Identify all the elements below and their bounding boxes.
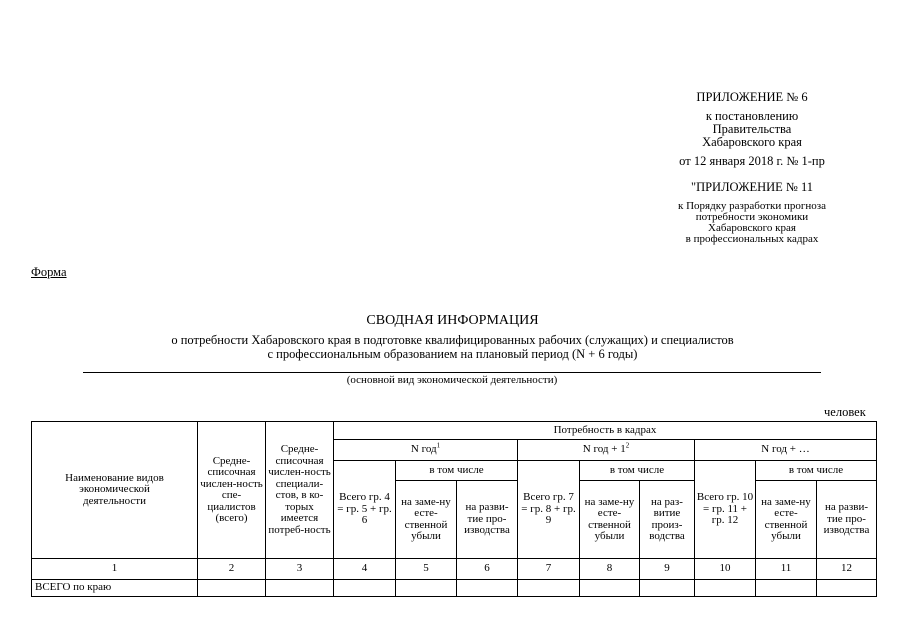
column-number-row — [32, 559, 877, 580]
column-number: 6 — [457, 559, 518, 580]
header-incl: в том числе — [580, 461, 695, 481]
header-year-1: N год$^1$ — [334, 440, 518, 461]
unit-label: человек — [824, 405, 866, 419]
appendix-line: Хабаровского края — [702, 135, 802, 149]
page-subtitle: с профессиональным образованием на плановый период (N + 6 годы) — [267, 347, 638, 361]
demand-table — [31, 421, 877, 597]
header-develop: на разви-тие про-изводства — [457, 481, 518, 559]
header-avg-count: Средне-списочная числен-ность спе-циалистов (всего) — [198, 422, 266, 559]
table-cell — [266, 580, 334, 597]
column-number: 9 — [640, 559, 695, 580]
header-replace: на заме-ну есте-ственной убыли — [756, 481, 817, 559]
inner-appendix-line: в профессиональных кадрах — [685, 233, 819, 245]
table-cell — [640, 580, 695, 597]
header-develop: на раз-витие произ-водства — [640, 481, 695, 559]
page-subtitle: о потребности Хабаровского края в подготовке квалифицированных рабочих (служащих) и специалистов — [171, 333, 734, 347]
column-number: 5 — [396, 559, 457, 580]
inner-appendix-line: к Порядку разработки прогноза — [678, 200, 826, 212]
appendix-line: Правительства — [712, 122, 792, 136]
header-incl: в том числе — [396, 461, 518, 481]
header-year-3: N год + … — [695, 440, 877, 461]
column-number: 3 — [266, 559, 334, 580]
appendix-title: ПРИЛОЖЕНИЕ № 6 — [696, 90, 808, 104]
page-title: СВОДНАЯ ИНФОРМАЦИЯ — [366, 313, 539, 328]
appendix-date: от 12 января 2018 г. № 1-пр — [679, 154, 825, 168]
header-activity: Наименование видов экономической деятельности — [32, 422, 198, 559]
table-cell — [457, 580, 518, 597]
table-row — [32, 580, 877, 597]
header-incl: в том числе — [756, 461, 877, 481]
column-number: 8 — [580, 559, 640, 580]
inner-appendix-title: "ПРИЛОЖЕНИЕ № 11 — [690, 180, 814, 194]
header-total-1: Всего гр. 4 = гр. 5 + гр. 6 — [334, 461, 396, 559]
table-cell — [334, 580, 396, 597]
column-number: 2 — [198, 559, 266, 580]
table-cell — [695, 580, 756, 597]
inner-appendix-line: Хабаровского края — [708, 222, 796, 234]
header-avg-needed: Средне-списочная числен-ность специали-стов, в ко-торых имеется потреб-ность — [266, 422, 334, 559]
activity-line — [83, 372, 821, 373]
form-label: Форма — [31, 265, 67, 279]
total-row-label: ВСЕГО по краю — [32, 580, 198, 597]
table-cell — [518, 580, 580, 597]
activity-caption: (основной вид экономической деятельности) — [346, 374, 558, 386]
table-cell — [756, 580, 817, 597]
column-number: 11 — [756, 559, 817, 580]
header-replace: на заме-ну есте-ственной убыли — [580, 481, 640, 559]
column-number: 12 — [817, 559, 877, 580]
table-cell — [580, 580, 640, 597]
table-cell — [198, 580, 266, 597]
header-total-3: Всего гр. 10 = гр. 11 + гр. 12 — [695, 461, 756, 559]
appendix-line: к постановлению — [705, 109, 799, 123]
header-replace: на заме-ну есте-ственной убыли — [396, 481, 457, 559]
inner-appendix-line: потребности экономики — [695, 211, 809, 223]
column-number: 1 — [32, 559, 198, 580]
header-develop: на разви-тие про-изводства — [817, 481, 877, 559]
column-number: 7 — [518, 559, 580, 580]
table-cell — [817, 580, 877, 597]
header-year-2: N год + $1^2$ — [518, 440, 695, 461]
header-need: Потребность в кадрах — [334, 422, 877, 440]
column-number: 10 — [695, 559, 756, 580]
column-number: 4 — [334, 559, 396, 580]
table-cell — [396, 580, 457, 597]
header-total-2: Всего гр. 7 = гр. 8 + гр. 9 — [518, 461, 580, 559]
